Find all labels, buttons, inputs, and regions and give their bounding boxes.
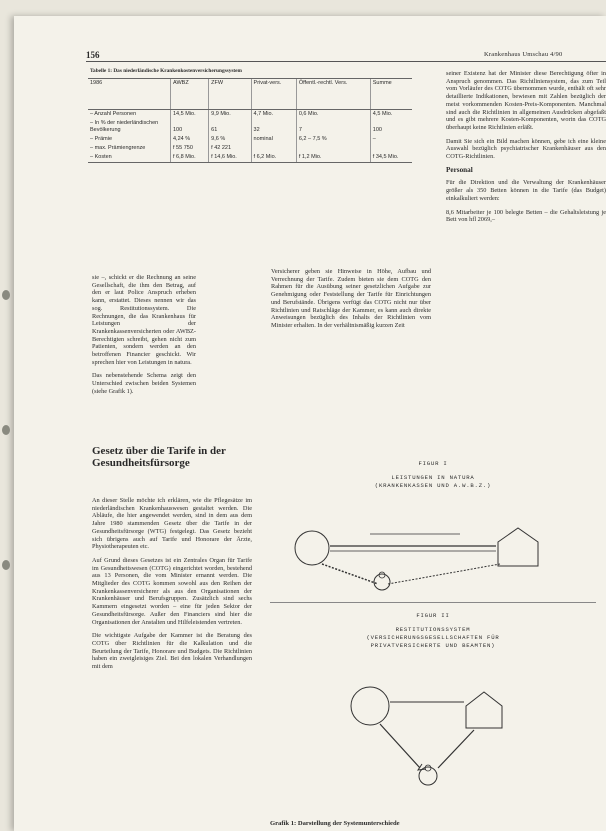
table-cell: 32 bbox=[251, 119, 296, 135]
paragraph: Die wichtigste Aufgabe der Kammer ist die Beratung des COTG über Richtlinien für die Kalkulation und die Beurteilung der Tarife, Honorare und Budgets. Die Richtlinien haben ein zweigleisiges Ziel. Bei den lokalen Verhandlungen mit dem bbox=[92, 632, 252, 671]
figure-1-title: FIGUR I bbox=[418, 460, 448, 467]
binder-hole bbox=[2, 290, 10, 300]
running-head: Krankenhaus Umschau 4/90 bbox=[484, 51, 563, 58]
table-cell: 100 bbox=[370, 119, 412, 135]
table-cell: 7 bbox=[296, 119, 370, 135]
table-caption: Tabelle 1: Das niederländische Krankenkostenversicherungssystem bbox=[90, 68, 242, 74]
insurance-company-circle bbox=[351, 687, 389, 725]
table-row bbox=[88, 153, 412, 163]
table-cell: 4,24 % bbox=[171, 135, 209, 144]
binder-hole bbox=[2, 560, 10, 570]
paragraph: Versicherer geben sie Hinweise in Höhe, Aufbau und Verrechnung der Tarife. Zudem bieten sie dem COTG den Rahmen für die Ausübung seiner gesetzlichen Aufgabe zur Genehmigung oder Feststellung der Tarife für Einrichtungen und Berufstände. Übrigens verfügt das COTG nicht nur über Richtlinien und Ratschläge der Kammer, es kann auch direkte Anweisungen bezüglich des Inhalts der Richtlinien vom Minister erhalten. In der verhältnismäßig kurzen Zeit bbox=[271, 268, 431, 329]
section-heading: Gesetz über die Tarife in der Gesundheitsfürsorge bbox=[92, 445, 226, 469]
table-cell: f 6,8 Mio. bbox=[171, 153, 209, 163]
table-cell: 100 bbox=[171, 119, 209, 135]
figure-1-subtitle: LEISTUNGEN IN NATURA bbox=[391, 474, 475, 481]
data-table bbox=[88, 78, 412, 163]
table-cell bbox=[251, 144, 296, 153]
paragraph: sie –, schickt er die Rechnung an seine Gesellschaft, die ihm den Betrag, auf den er laut Police Anspruch erheben kann, erstattet. Dieses nennen wir das sog. Restitutionssystem. Die Rechnungen, die das Krankenhaus für Leistungen der Krankenkassenversicherten oder AWBZ-Berechtigten schreibt, gehen nicht zum Patienten, sondern werden an den betroffenen Financier geschickt. Wir sprechen hier von Leistungen in natura. bbox=[92, 274, 196, 366]
table-cell: 0,6 Mio. bbox=[296, 110, 370, 120]
insurer-circle bbox=[295, 531, 329, 565]
column-1-bottom-text bbox=[92, 497, 252, 677]
hospital-house-icon bbox=[466, 692, 502, 728]
table-row bbox=[88, 135, 412, 144]
table-cell: 61 bbox=[209, 119, 251, 135]
paragraph: 8,6 Mitarbeiter je 100 belegte Betten – die Gehaltsleistung je Bett von hfl 2069,– bbox=[446, 208, 606, 224]
figure-2-subtitle: RESTITUTIONSSYSTEM bbox=[395, 626, 471, 633]
figure-caption: Grafik 1: Darstellung der Systemunterschiede bbox=[270, 820, 400, 827]
figure-area bbox=[270, 450, 596, 820]
table-header-cell: Privat-vers. bbox=[251, 79, 296, 110]
table-header-row bbox=[88, 79, 412, 110]
table-header-cell: 1986 bbox=[88, 79, 171, 110]
paragraph: Auf Grund dieses Gesetzes ist ein Zentrales Organ für Tarife im Gesundheitswesen (COTG) eingerichtet worden, bestehend aus 13 Personen, die vom Minister ernannt werden. Die Mitglieder des COTG kommen sowohl aus den Reihen der Krankenkassenversicherer als aus den Organisationen der Krankenhäuser und Berufsgruppen. Zusätzlich sind sechs Kammern eingesetzt worden – eine für jeden Sektor der Gesundheitsfürsorge. Außer den Financiers sind hier die Organisationen der Anstalten und Hilfeleistenden vertreten. bbox=[92, 556, 252, 626]
table-cell: – Anzahl Personen bbox=[90, 111, 137, 117]
table-header-cell: Öffentl.-rechtl. Vers. bbox=[296, 79, 370, 110]
figure-divider bbox=[270, 602, 596, 603]
subheading-personal: Personal bbox=[446, 165, 473, 174]
page-number: 156 bbox=[86, 50, 100, 60]
table-cell: f 42 221 bbox=[209, 144, 251, 153]
table-cell: 4,5 Mio. bbox=[370, 110, 412, 120]
column-3-text bbox=[446, 70, 606, 230]
table-header-cell: Summe bbox=[370, 79, 412, 110]
paragraph: Damit Sie sich ein Bild machen können, gebe ich eine kleine Auswahl bezüglich psychiatrischer Krankenhäuser aus den COTG-Richtlinien. bbox=[446, 137, 606, 161]
table-cell: f 14,6 Mio. bbox=[209, 153, 251, 163]
table-cell bbox=[370, 144, 412, 153]
table-cell: – max. Prämiengrenze bbox=[90, 145, 146, 151]
table-cell: 6,2 – 7,5 % bbox=[296, 135, 370, 144]
paragraph: Das nebenstehende Schema zeigt den Unterschied zwischen beiden Systemen (siehe Grafik 1). bbox=[92, 372, 196, 395]
table-cell: 9,9 Mio. bbox=[209, 110, 251, 120]
binder-hole bbox=[2, 425, 10, 435]
column-1-top-text bbox=[92, 274, 196, 402]
paragraph: An dieser Stelle möchte ich erklären, wie die Pflegesätze im niederländischen Krankenhauswesen gestaltet werden. Die Abläufe, die hier angewendet werden, sind in dem aus dem Jahre 1980 stammenden Gesetz über die Tarife in der Gesundheitsfürsorge (WTG) festgelegt. Das Gesetz bezieht sich übrigens auch auf Tarife und Honorare der Ärzte, Physiotherapeuten etc. bbox=[92, 497, 252, 551]
table-cell: nominal bbox=[251, 135, 296, 144]
table-row bbox=[88, 144, 412, 153]
paragraph: seiner Existenz hat der Minister diese Berechtigung öfter in Anspruch genommen. Das Richtliniensystem, das zum Teil vom Vorläufer des COTG übernommen wurde, enthält oft sehr detaillierte Indikationen, bewiesen mit Zahlen bezüglich der meist vorkommenden Kosten-Preis-Komponenten. Manchmal sind auch die Richtlinien in allgemeinen Ausdrücken abgefaßt und es gibt mehrere Kosten-Komponenten, worin das COTG überhaupt keine Richtlinien erläßt. bbox=[446, 70, 606, 131]
figure-2-subtitle-2: (VERSICHERUNGSGESELLSCHAFTEN FÜR bbox=[366, 634, 500, 641]
table-cell: 14,5 Mio. bbox=[171, 110, 209, 120]
table-header-cell: AWBZ bbox=[171, 79, 209, 110]
figure-1-subtitle-2: (KRANKENKASSEN UND A.W.B.Z.) bbox=[374, 482, 492, 489]
table-cell: 4,7 Mio. bbox=[251, 110, 296, 120]
table-cell: – bbox=[370, 135, 412, 144]
table-cell: f 55 750 bbox=[171, 144, 209, 153]
figure-2-diagram bbox=[270, 650, 596, 810]
table-row bbox=[88, 110, 412, 120]
table-cell: – Prämie bbox=[90, 136, 113, 142]
table-cell: f 1,2 Mio. bbox=[296, 153, 370, 163]
table-row bbox=[88, 119, 412, 135]
figure-2-title: FIGUR II bbox=[416, 612, 450, 619]
table-cell: f 34,5 Mio. bbox=[370, 153, 412, 163]
table-header-cell: ZFW bbox=[209, 79, 251, 110]
paragraph: Für die Direktion und die Verwaltung der Krankenhäuser größer als 350 Betten können in die Tarife (das Budget) einkalkuliert werden: bbox=[446, 179, 606, 202]
table-cell: 9,6 % bbox=[209, 135, 251, 144]
table-cell: – Kosten bbox=[88, 153, 171, 163]
column-2-top-text bbox=[271, 268, 431, 336]
table-cell: – In % der niederländischen Bevölkerung bbox=[90, 120, 159, 133]
hospital-house-icon bbox=[498, 528, 538, 566]
table-cell: f 6,2 Mio. bbox=[251, 153, 296, 163]
figure-2-subtitle-3: PRIVATVERSICHERTE UND BEAMTEN) bbox=[370, 642, 496, 649]
figure-1-diagram bbox=[270, 490, 596, 600]
patient-icon bbox=[419, 767, 437, 785]
page bbox=[14, 16, 606, 831]
table-cell bbox=[296, 144, 370, 153]
header-rule bbox=[86, 61, 606, 62]
patient-icon bbox=[374, 574, 390, 590]
